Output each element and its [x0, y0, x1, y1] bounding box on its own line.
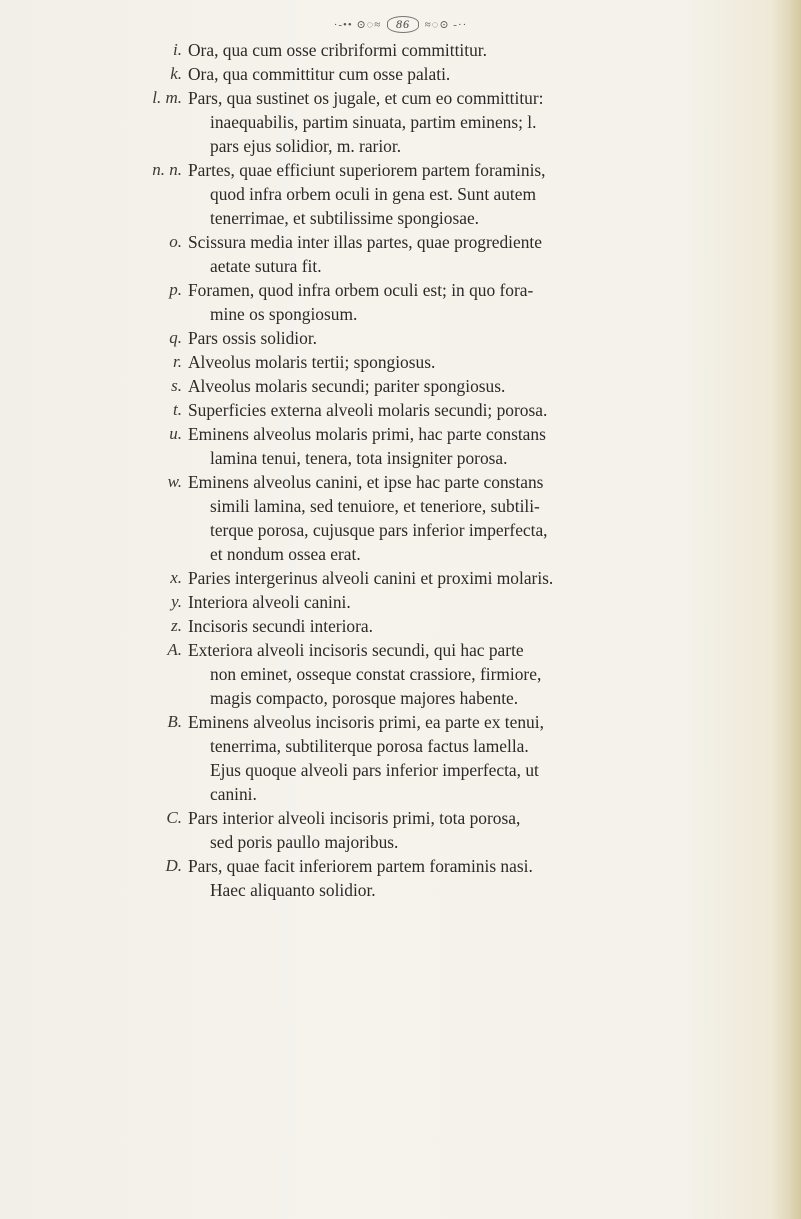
entry-line: Eminens alveolus incisoris primi, ea parte ex tenui,	[188, 712, 544, 732]
entry-text	[188, 230, 728, 278]
entry-label: i.	[173, 40, 182, 59]
legend-entry	[0, 38, 801, 62]
entry-line: Alveolus molaris tertii; spongiosus.	[188, 352, 436, 372]
legend-entry	[0, 422, 801, 470]
entry-line: Scissura media inter illas partes, quae progrediente	[188, 232, 542, 252]
entry-line: quod infra orbem oculi in gena est. Sunt autem	[210, 184, 536, 204]
entry-line: sed poris paullo majoribus.	[210, 832, 399, 852]
entry-line: simili lamina, sed tenuiore, et teneriore, subtili-	[210, 496, 540, 516]
entry-text	[188, 806, 728, 854]
entry-line: lamina tenui, tenera, tota insigniter porosa.	[210, 448, 508, 468]
page-number: 86	[387, 16, 419, 33]
legend-entry	[0, 806, 801, 854]
entry-label: u.	[169, 424, 182, 443]
entry-line: tenerrima, subtiliterque porosa factus lamella.	[210, 736, 529, 756]
entry-label: r.	[173, 352, 182, 371]
entry-text	[188, 590, 728, 614]
entry-label: B.	[167, 712, 182, 731]
entry-label: s.	[171, 376, 182, 395]
entry-line: Alveolus molaris secundi; pariter spongiosus.	[188, 376, 506, 396]
legend-entry	[0, 854, 801, 902]
entry-text	[188, 422, 728, 470]
legend-entry	[0, 86, 801, 158]
entry-text	[188, 350, 728, 374]
entry-line: Haec aliquanto solidior.	[210, 880, 376, 900]
entry-line: Exteriora alveoli incisoris secundi, qui hac parte	[188, 640, 524, 660]
entry-text	[188, 638, 728, 710]
entry-line: Pars ossis solidior.	[188, 328, 318, 348]
entry-text	[188, 62, 728, 86]
entry-label: p.	[169, 280, 182, 299]
entry-text	[188, 854, 728, 902]
entry-line: Ora, qua cum osse cribriformi committitur.	[188, 40, 487, 60]
entry-label: w.	[167, 472, 182, 491]
ornament-left: ·-•• ⊙◌≈	[333, 18, 382, 31]
entry-line: aetate sutura fit.	[210, 256, 322, 276]
entry-line: Pars, qua sustinet os jugale, et cum eo committitur:	[188, 88, 544, 108]
entry-text	[188, 566, 728, 590]
entry-text	[188, 278, 728, 326]
entry-line: magis compacto, porosque majores habente.	[210, 688, 519, 708]
entry-line: pars ejus solidior, m. rarior.	[210, 136, 402, 156]
entry-line: terque porosa, cujusque pars inferior imperfecta,	[210, 520, 548, 540]
legend-entry	[0, 566, 801, 590]
entry-label: t.	[173, 400, 182, 419]
entry-line: inaequabilis, partim sinuata, partim eminens; l.	[210, 112, 537, 132]
entry-label: C.	[166, 808, 182, 827]
entry-text	[188, 470, 728, 566]
entry-text	[188, 158, 728, 230]
entry-line: Pars, quae facit inferiorem partem foraminis nasi.	[188, 856, 533, 876]
legend-entry	[0, 614, 801, 638]
entry-text	[188, 38, 728, 62]
legend-entries	[0, 38, 801, 902]
entry-line: Incisoris secundi interiora.	[188, 616, 373, 636]
entry-label: q.	[169, 328, 182, 347]
entry-label: z.	[171, 616, 182, 635]
entry-line: Foramen, quod infra orbem oculi est; in quo fora-	[188, 280, 534, 300]
entry-line: Interiora alveoli canini.	[188, 592, 351, 612]
entry-line: canini.	[210, 784, 257, 804]
entry-line: Ejus quoque alveoli pars inferior imperfecta, ut	[210, 760, 539, 780]
legend-entry	[0, 278, 801, 326]
legend-entry	[0, 230, 801, 278]
entry-line: Eminens alveolus canini, et ipse hac parte constans	[188, 472, 544, 492]
legend-entry	[0, 326, 801, 350]
entry-text	[188, 398, 728, 422]
header-ornament	[334, 16, 468, 33]
entry-text	[188, 326, 728, 350]
entry-line: Paries intergerinus alveoli canini et proximi molaris.	[188, 568, 554, 588]
entry-text	[188, 614, 728, 638]
entry-label: y.	[171, 592, 182, 611]
entry-label: k.	[170, 64, 182, 83]
legend-entry	[0, 710, 801, 806]
entry-line: Ora, qua committitur cum osse palati.	[188, 64, 451, 84]
entry-label: n. n.	[152, 160, 182, 179]
legend-entry	[0, 158, 801, 230]
legend-entry	[0, 62, 801, 86]
entry-label: l. m.	[152, 88, 182, 107]
entry-text	[188, 374, 728, 398]
page-header	[0, 8, 801, 38]
ornament-right: ≈◌⊙ -··	[424, 18, 468, 31]
entry-text	[188, 86, 728, 158]
legend-entry	[0, 350, 801, 374]
entry-line: Partes, quae efficiunt superiorem partem foraminis,	[188, 160, 546, 180]
entry-label: x.	[170, 568, 182, 587]
entry-line: et nondum ossea erat.	[210, 544, 361, 564]
entry-label: D.	[165, 856, 182, 875]
legend-entry	[0, 590, 801, 614]
legend-entry	[0, 398, 801, 422]
entry-line: mine os spongiosum.	[210, 304, 358, 324]
entry-label: o.	[169, 232, 182, 251]
entry-text	[188, 710, 728, 806]
legend-entry	[0, 470, 801, 566]
entry-line: Superficies externa alveoli molaris secundi; porosa.	[188, 400, 548, 420]
legend-entry	[0, 374, 801, 398]
entry-label: A.	[167, 640, 182, 659]
entry-line: Eminens alveolus molaris primi, hac parte constans	[188, 424, 546, 444]
legend-entry	[0, 638, 801, 710]
entry-line: Pars interior alveoli incisoris primi, tota porosa,	[188, 808, 521, 828]
entry-line: tenerrimae, et subtilissime spongiosae.	[210, 208, 480, 228]
entry-line: non eminet, osseque constat crassiore, firmiore,	[210, 664, 542, 684]
